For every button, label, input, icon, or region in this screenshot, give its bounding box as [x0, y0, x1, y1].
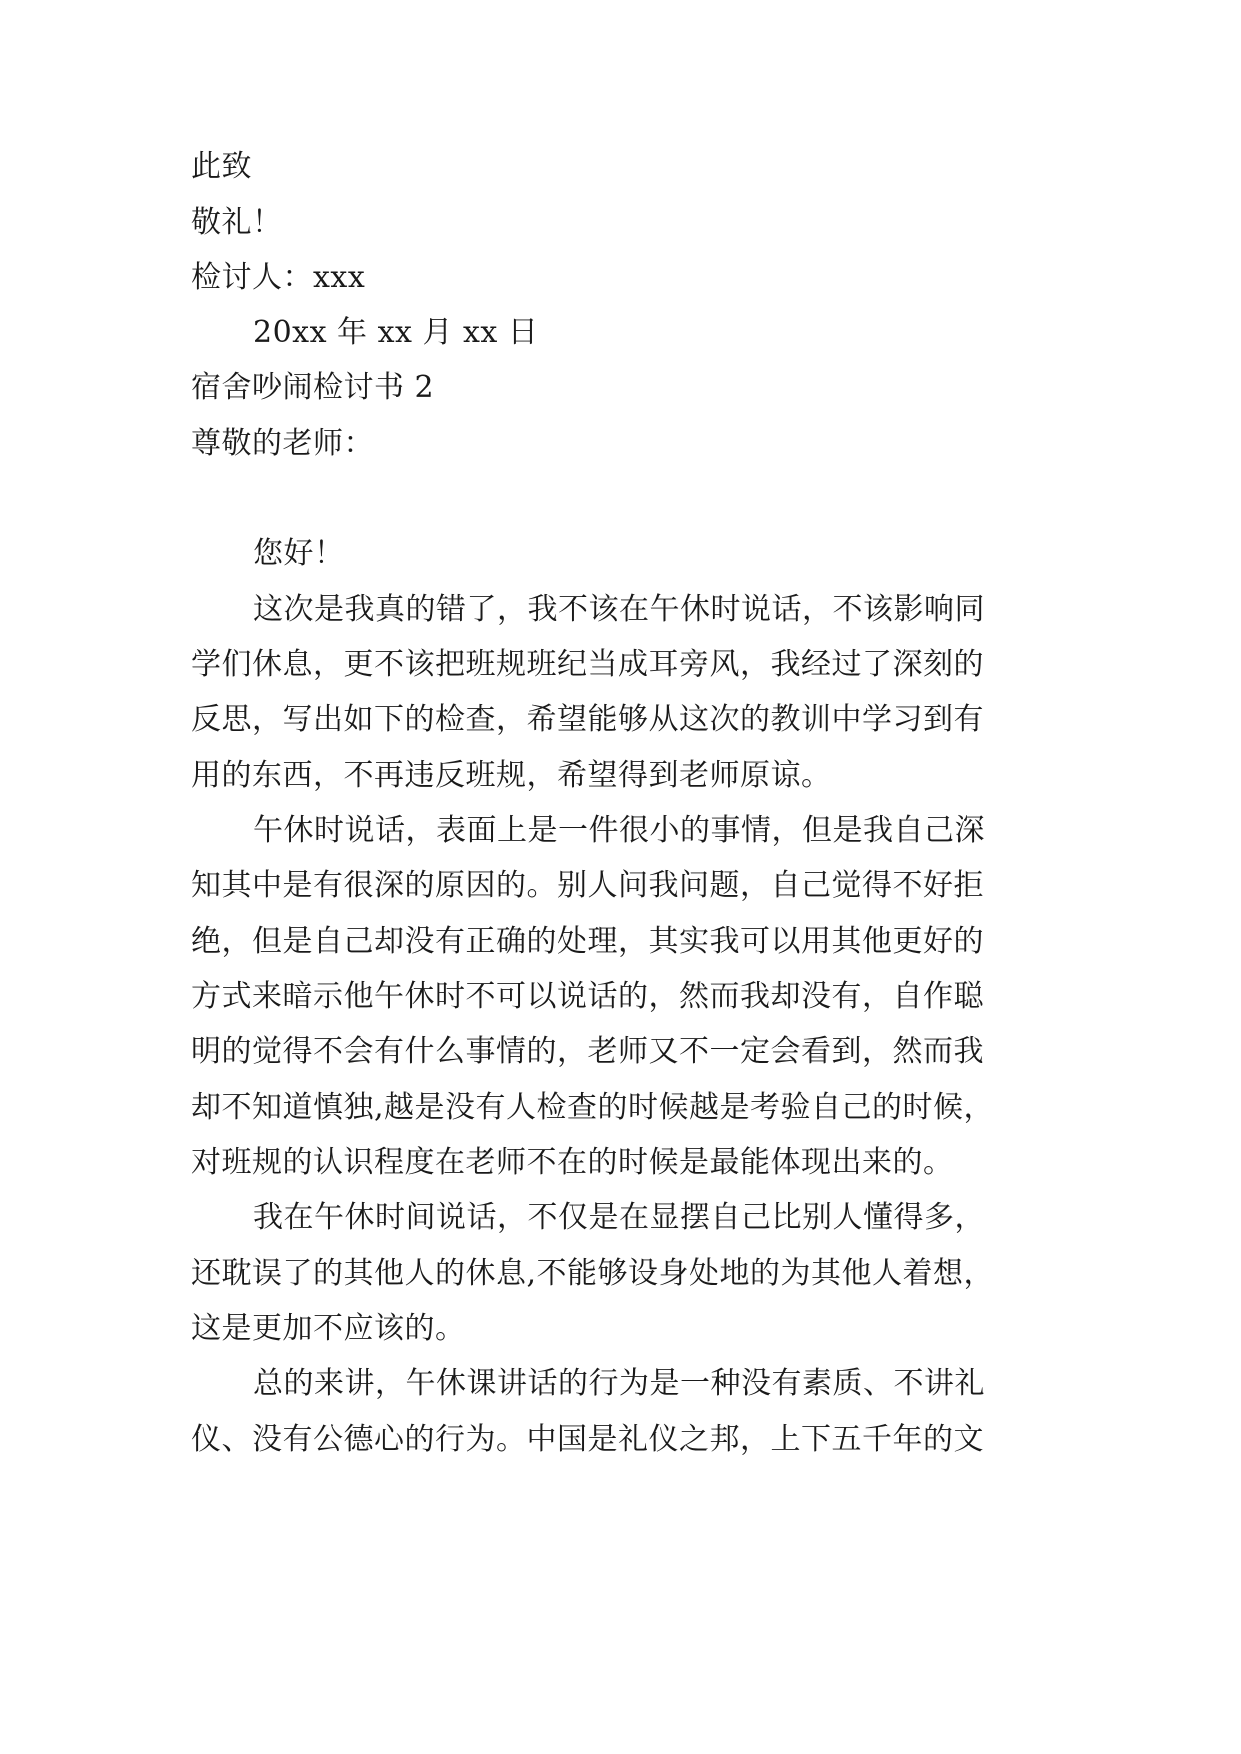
- closing-jingli: 敬礼！: [191, 205, 283, 240]
- date-line: 20xx 年 xx 月 xx 日: [253, 315, 539, 350]
- closing-cizhi: 此致: [191, 149, 252, 184]
- letter-title: 宿舍吵闹检讨书 2: [191, 370, 435, 405]
- salutation: 尊敬的老师：: [191, 426, 374, 461]
- body-line: 仪、没有公德心的行为。中国是礼仪之邦，上下五千年的文: [191, 1422, 984, 1457]
- signer-line: 检讨人：xxx: [191, 260, 366, 295]
- body-line: 方式来暗示他午休时不可以说话的，然而我却没有，自作聪: [191, 979, 984, 1014]
- body-line: 这次是我真的错了，我不该在午休时说话，不该影响同: [253, 592, 985, 627]
- body-line: 知其中是有很深的原因的。别人问我问题，自己觉得不好拒: [191, 868, 984, 903]
- greeting: 您好！: [253, 536, 345, 571]
- body-line: 明的觉得不会有什么事情的，老师又不一定会看到，然而我: [191, 1034, 984, 1069]
- body-line: 午休时说话，表面上是一件很小的事情，但是我自己深: [253, 813, 985, 848]
- body-line: 用的东西，不再违反班规，希望得到老师原谅。: [191, 758, 832, 793]
- body-line: 这是更加不应该的。: [191, 1311, 466, 1346]
- body-line: 总的来讲，午休课讲话的行为是一种没有素质、不讲礼: [253, 1366, 985, 1401]
- body-line: 对班规的认识程度在老师不在的时候是最能体现出来的。: [191, 1145, 954, 1180]
- body-line: 学们休息，更不该把班规班纪当成耳旁风，我经过了深刻的: [191, 647, 984, 682]
- body-line: 绝，但是自己却没有正确的处理，其实我可以用其他更好的: [191, 924, 984, 959]
- body-line: 我在午休时间说话，不仅是在显摆自己比别人懂得多，: [253, 1200, 985, 1235]
- body-line: 还耽误了的其他人的休息,不能够设身处地的为其他人着想，: [191, 1256, 995, 1291]
- body-line: 反思，写出如下的检查，希望能够从这次的教训中学习到有: [191, 702, 984, 737]
- body-line: 却不知道慎独,越是没有人检查的时候越是考验自己的时候，: [191, 1090, 995, 1125]
